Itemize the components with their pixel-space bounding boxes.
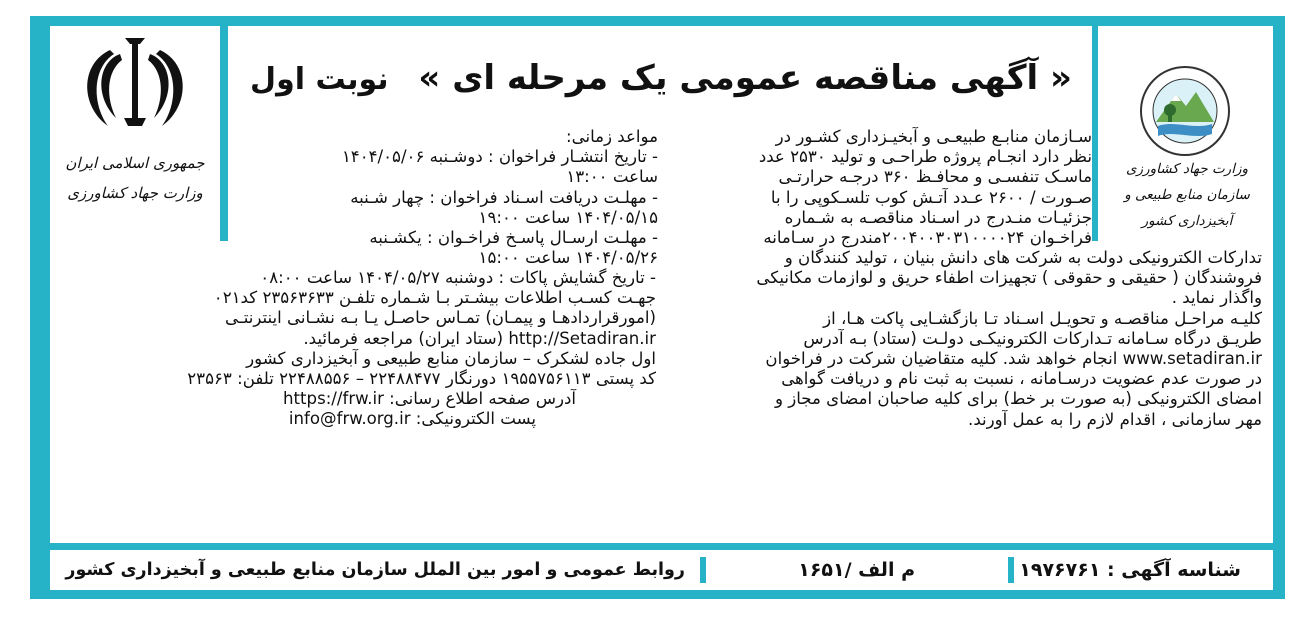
- emblem-panel: [50, 26, 220, 241]
- right-column: [680, 127, 1092, 248]
- right-line: تدارکات الکترونیکی دولت به شرکت های دانش بنیان ، تولید کنندگان و: [784, 248, 1262, 267]
- footer-divider: [700, 557, 706, 583]
- emblem-caption: [50, 148, 220, 208]
- left-line: اول جاده لشکرک – سازمان منابع طبیعی و آبخیزداری کشور: [246, 348, 656, 368]
- right-line: فروشندگان ( حقیقی و حقوقی ) تجهیزات اطفاء حریق و لوازمات مکانیکی: [756, 268, 1262, 288]
- ministry-logo-panel: [1098, 26, 1273, 241]
- round-label: نوبت اول: [250, 62, 389, 97]
- right-line: واگذار نماید .: [1171, 288, 1262, 308]
- left-line: http://Setadiran.ir (ستاد ایران) مراجعه فرمائید.: [303, 328, 656, 348]
- ad-code: م الف /۱۶۵۱: [798, 559, 915, 581]
- left-line: (امورقراردادهـا و پیمـان) تمـاس حاصـل یـا بـه نشـانی اینترنتـی: [225, 308, 656, 328]
- left-column: [228, 127, 658, 268]
- right-line: فراخـوان ۲۰۰۴۰۰۳۰۳۱۰۰۰۰۲۴مندرج در سـامانه: [763, 227, 1092, 247]
- left-line: - تاریخ انتشـار فراخوان : دوشـنبه ۱۴۰۴/۰۵/۰۶: [341, 147, 658, 167]
- right-column-wide: [662, 248, 1262, 430]
- right-line: امضای الکترونیکی (به صورت بر خط) برای کلیه صاحبان امضای مجاز و: [774, 389, 1262, 409]
- left-line: - تاریخ گشایش پاکات : دوشنبه ۱۴۰۴/۰۵/۲۷ ساعت ۰۸:۰۰: [260, 268, 656, 287]
- left-line: ۱۴۰۴/۰۵/۱۵ ساعت ۱۹:۰۰: [478, 207, 658, 227]
- iran-emblem-icon: [80, 34, 190, 134]
- footer-divider: [1008, 557, 1014, 583]
- right-line: نظر دارد انجـام پروژه طراحـی و تولید ۲۵۳۰ عدد: [758, 147, 1092, 167]
- right-line: جزئیـات منـدرج در اسـناد مناقصـه به شـماره: [784, 207, 1092, 227]
- left-line: - مهلـت دریافت اسـناد فراخوان : چهار شـنبه: [350, 187, 658, 207]
- ad-title: [236, 58, 1086, 100]
- emblem-caption-line1: جمهوری اسلامی ایران: [65, 154, 205, 172]
- left-column-wide: [56, 268, 656, 430]
- right-line: مهر سازمانی ، اقدام لازم را به عمل آورند.: [968, 409, 1262, 429]
- title-text: « آگهی مناقصه عمومی یک مرحله ای »: [418, 58, 1072, 98]
- natural-resources-logo-icon: [1138, 64, 1232, 158]
- ministry-caption: [1102, 156, 1272, 234]
- left-line: - مهلـت ارسـال پاسـخ فراخـوان : یکشـنبه: [369, 227, 658, 247]
- publisher: روابط عمومی و امور بین الملل سازمان منابع طبیعی و آبخیزداری کشور: [65, 560, 685, 580]
- ad-id: شناسه آگهی : ۱۹۷۶۷۶۱: [1019, 559, 1241, 581]
- right-line: در صورت عدم عضویت درسـامانه ، نسبت به ثبت نام و دریافت گواهی: [781, 369, 1262, 389]
- right-line: صـورت / ۲۶۰۰ عـدد آتـش کوب تلسـکوپی را با: [770, 187, 1092, 207]
- left-line: ۱۴۰۴/۰۵/۲۶ ساعت ۱۵:۰۰: [478, 248, 658, 268]
- left-line: جهـت کسـب اطلاعات بیشـتر بـا شـماره تلفـن ۲۳۵۶۳۶۳۳ کد۰۲۱: [213, 288, 656, 308]
- left-line: ساعت ۱۳:۰۰: [566, 167, 658, 187]
- ministry-caption-line1: وزارت جهاد کشاورزی: [1125, 161, 1248, 177]
- right-line: www.setadiran.ir انجام خواهد شد. کلیه متقاضیان شرکت در فراخوان: [765, 348, 1262, 368]
- right-line: ماسـک تنفسـی و محافـظ ۳۶۰ درجـه حرارتـی: [778, 167, 1092, 187]
- left-line: آدرس صفحه اطلاع رسانی: https://frw.ir: [283, 389, 576, 409]
- right-line: طریـق درگاه سـامانه تـدارکات الکترونیکـی دولـت (ستاد) بـه آدرس: [803, 328, 1262, 348]
- left-line: پست الکترونیکی: info@frw.org.ir: [288, 409, 536, 429]
- right-line: سـازمان منابـع طبیعـی و آبخیـزداری کشـور در: [775, 127, 1092, 146]
- ministry-caption-line2: سازمان منابع طبیعی و آبخیزداری کشور: [1124, 187, 1250, 229]
- emblem-caption-line2: وزارت جهاد کشاورزی: [67, 184, 203, 202]
- left-line: کد پستی ۱۹۵۵۷۵۶۱۱۳ دورنگار ۲۲۴۸۸۴۷۷ – ۲۲۴۸۸۵۵۶ تلفن: ۲۳۵۶۳: [187, 368, 656, 388]
- left-line: مواعد زمانی:: [566, 127, 658, 146]
- right-line: کلیـه مراحـل مناقصـه و تحویـل اسـناد تـا بازگشـایی پاکت هـا، از: [823, 308, 1262, 328]
